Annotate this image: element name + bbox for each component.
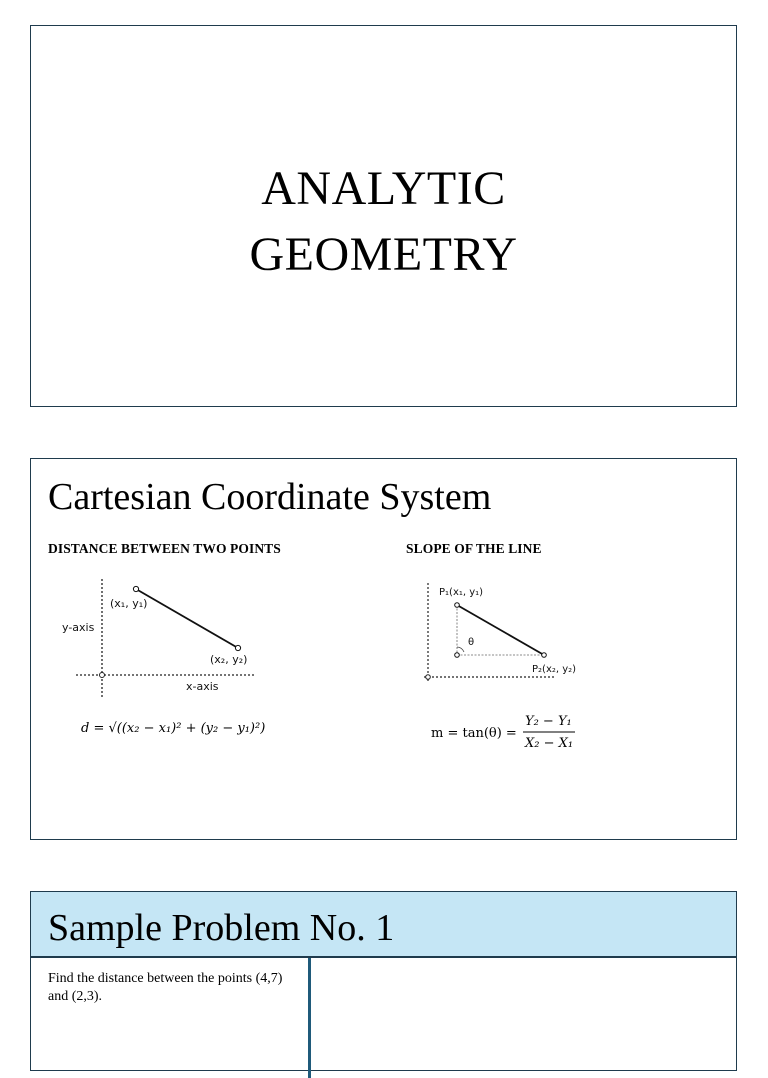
slope-diagram <box>416 581 596 686</box>
slide-header <box>31 892 736 958</box>
origin-point <box>100 673 105 678</box>
point-1-label: (x₁, y₁) <box>110 597 148 610</box>
title-line-2: GEOMETRY <box>249 228 518 281</box>
slope-formula <box>429 707 609 755</box>
point-2 <box>235 645 240 650</box>
segment-line <box>136 589 238 648</box>
problem-text: Find the distance between the points (4,7) and (2,3). <box>48 971 283 1004</box>
p1-point <box>455 603 460 608</box>
corner-point <box>455 653 460 658</box>
point-2-label: (x₂, y₂) <box>210 653 248 666</box>
cartesian-slide <box>30 458 737 840</box>
slide-title <box>31 156 736 288</box>
title-line-1: ANALYTIC <box>261 162 506 215</box>
slide-heading: Sample Problem No. 1 <box>48 907 395 949</box>
problem-cell <box>31 958 311 1078</box>
x-axis-label: x-axis <box>186 680 219 693</box>
distance-formula: d = √((x₂ − x₁)² + (y₂ − y₁)²) <box>81 721 266 736</box>
point-1 <box>133 586 138 591</box>
p1-label: P₁(x₁, y₁) <box>439 587 484 598</box>
p2-label: P₂(x₂, y₂) <box>532 664 577 675</box>
slope-origin <box>426 675 431 680</box>
p2-point <box>542 653 547 658</box>
y-axis-label: y-axis <box>62 621 95 634</box>
distance-subtitle: DISTANCE BETWEEN TWO POINTS <box>48 541 281 556</box>
title-slide <box>30 25 737 407</box>
distance-diagram <box>56 577 276 702</box>
slide-heading: Cartesian Coordinate System <box>48 476 492 518</box>
slope-subtitle: SLOPE OF THE LINE <box>406 541 542 556</box>
slope-denominator: X₂ − X₁ <box>525 736 574 751</box>
sample-problem-slide <box>30 891 737 1071</box>
angle-label: θ <box>468 637 475 648</box>
angle-arc <box>457 647 464 652</box>
slope-formula-lhs: m = tan(θ) = <box>431 726 517 741</box>
slope-numerator: Y₂ − Y₁ <box>525 714 572 729</box>
